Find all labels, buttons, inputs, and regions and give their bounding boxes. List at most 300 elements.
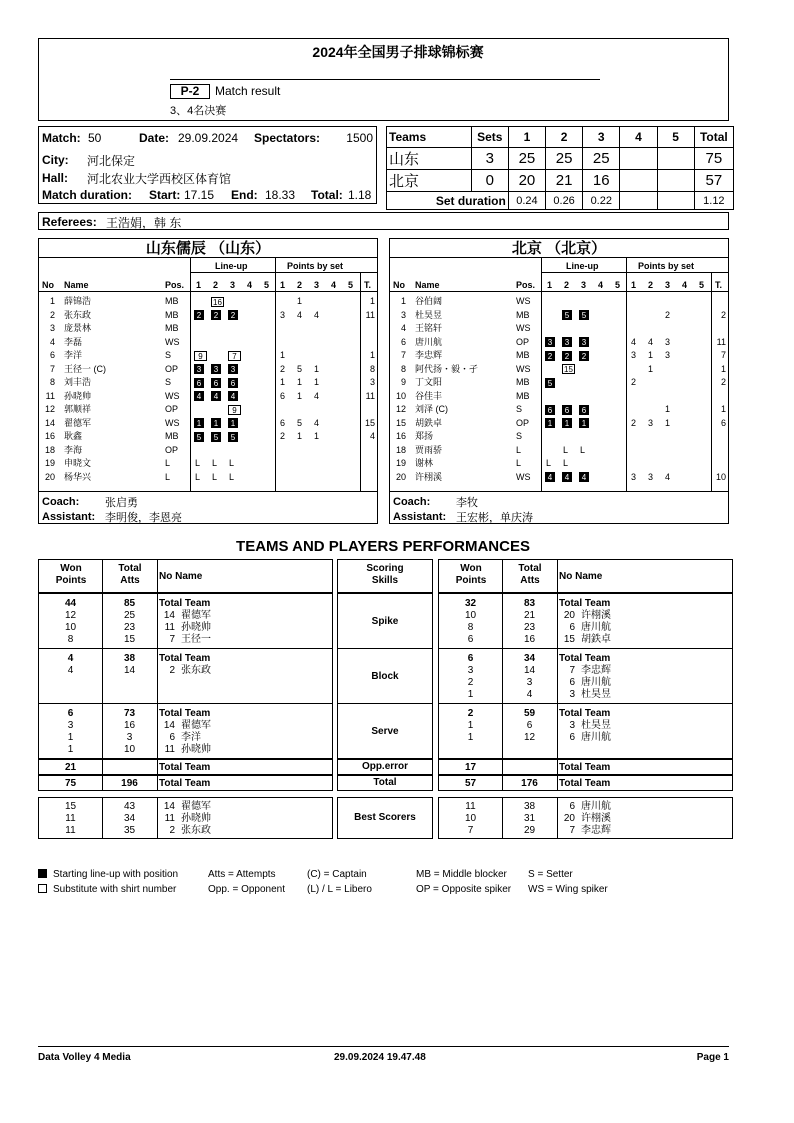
no-header: No xyxy=(393,280,405,290)
set-points: 1 xyxy=(314,377,320,387)
hall-label: Hall: xyxy=(42,171,69,185)
perf-vline xyxy=(502,560,503,592)
total-header: T. xyxy=(364,280,372,290)
won-points: 2 xyxy=(467,708,474,719)
points-set-header: 4 xyxy=(331,280,337,290)
starting-position-mark: 1 xyxy=(211,418,221,428)
score-header-cell: 1 xyxy=(508,127,545,148)
total-left xyxy=(38,775,333,791)
set-points: 2 xyxy=(280,431,286,441)
won-points: 4 xyxy=(67,665,74,676)
set-points: 1 xyxy=(314,363,320,374)
set-duration-1: 0.24 xyxy=(508,192,545,210)
total-atts: 15 xyxy=(123,634,136,645)
starting-position-mark: 4 xyxy=(228,391,238,401)
end-label: End: xyxy=(231,188,258,202)
starting-position-mark: 1 xyxy=(579,418,589,428)
perf-vline xyxy=(102,760,103,774)
player-position: S xyxy=(165,350,172,360)
perf-vline xyxy=(157,776,158,790)
score-table xyxy=(386,126,734,210)
won-points: 1 xyxy=(467,689,474,700)
total-atts: 34 xyxy=(523,653,536,664)
starting-position-mark: 5 xyxy=(211,432,221,442)
total-won-points: 57 xyxy=(464,778,477,789)
coach-name: 张启勇 xyxy=(105,497,138,509)
total-atts: 3 xyxy=(126,732,133,743)
team-name: 山东儒辰 （山东） xyxy=(145,240,271,257)
player-position: MB xyxy=(516,377,530,387)
won-points: 1 xyxy=(67,732,74,743)
set-points: 1 xyxy=(665,404,671,414)
won-points: 1 xyxy=(467,720,474,731)
player-name: 郭顺祥 xyxy=(64,404,92,414)
score-header-cell: Sets xyxy=(471,127,508,148)
score-cell: 25 xyxy=(583,148,620,170)
starting-position-mark: 2 xyxy=(228,310,238,320)
player-total: 15 xyxy=(364,417,375,428)
player-total: 7 xyxy=(720,350,726,360)
substitute-square-icon xyxy=(38,884,47,893)
player-position: L xyxy=(516,458,522,468)
referees-names: 王浩娟，韩 东 xyxy=(106,216,182,230)
score-header-cell: 3 xyxy=(583,127,620,148)
player-total: 8 xyxy=(369,363,375,374)
referees-label: Referees: xyxy=(42,215,97,229)
assistant-names: 李明俊，李恩亮 xyxy=(105,512,182,524)
player-total xyxy=(361,471,375,484)
score-cell: 57 xyxy=(694,170,733,192)
set-points: 2 xyxy=(631,417,637,428)
player-total xyxy=(361,336,375,349)
player-name: 阿代扬・毅・孑 xyxy=(415,363,479,374)
best-atts: 38 xyxy=(523,801,536,812)
score-cell xyxy=(657,148,694,170)
player-name: 张东政 xyxy=(181,665,211,676)
player-name: 唐川航 xyxy=(581,801,611,812)
player-number: 6 xyxy=(400,336,406,347)
spectators-value: 1500 xyxy=(346,131,373,145)
total-atts: 14 xyxy=(123,665,136,676)
player-number: 6 xyxy=(569,677,575,688)
opp-error-points: 21 xyxy=(64,762,77,773)
player-number: 7 xyxy=(569,665,575,676)
spectators-label: Spectators: xyxy=(254,131,321,145)
player-total: 10 xyxy=(715,471,726,482)
player-name: 许栩溪 xyxy=(581,610,611,621)
player-name: 郑扬 xyxy=(415,431,434,441)
perf-vline xyxy=(557,704,558,758)
no-name-header: No Name xyxy=(559,571,603,582)
set-points: 6 xyxy=(280,390,286,401)
score-row-home xyxy=(387,148,734,170)
starting-position-mark: 6 xyxy=(545,405,555,415)
player-name: 唐川航 xyxy=(581,677,611,688)
libero-mark: L xyxy=(195,471,201,482)
player-name: 孙晓帅 xyxy=(181,622,211,633)
total-team-label: Total Team xyxy=(559,598,611,609)
player-number: 1 xyxy=(49,296,55,306)
total-team-label: Total Team xyxy=(159,598,211,609)
set-duration-4 xyxy=(620,192,657,210)
referees-box xyxy=(38,212,729,230)
starting-position-mark: 5 xyxy=(194,432,204,442)
total-team-label: Total Team xyxy=(159,708,211,719)
player-number: 8 xyxy=(400,363,406,374)
perf-vline xyxy=(557,760,558,774)
won-points: 10 xyxy=(64,622,77,633)
player-number: 6 xyxy=(169,732,175,743)
player-name: 杨华兴 xyxy=(64,471,92,482)
roster-vline xyxy=(541,257,542,491)
scoring-skills-label: Scoring Skills xyxy=(366,563,404,586)
lineup-set-header: 4 xyxy=(247,280,253,290)
player-number: 3 xyxy=(569,689,575,700)
opp-error-points: 17 xyxy=(464,762,477,773)
player-name: 李海 xyxy=(64,444,83,455)
set-points: 3 xyxy=(648,417,654,428)
substitute-mark: 16 xyxy=(211,297,224,307)
player-number: 7 xyxy=(569,825,575,836)
score-cell: 20 xyxy=(508,170,545,192)
starting-position-mark: 4 xyxy=(211,391,221,401)
perf-vline xyxy=(102,560,103,592)
skill-label-box xyxy=(337,593,433,649)
player-number: 9 xyxy=(400,377,406,387)
perf-vline xyxy=(557,649,558,703)
player-position: S xyxy=(516,404,523,414)
won-points: 3 xyxy=(467,665,474,676)
player-name: 李磊 xyxy=(64,336,83,347)
set-points: 3 xyxy=(648,471,654,482)
set-points: 4 xyxy=(314,309,320,320)
player-name: 许栩溪 xyxy=(415,471,443,482)
player-number: 14 xyxy=(163,801,175,812)
no-name-header: No Name xyxy=(159,571,203,582)
player-name: 翟德军 xyxy=(181,801,211,812)
points-header: Points by set xyxy=(287,261,344,271)
best-scorers-label: Best Scorers xyxy=(354,812,416,823)
roster-divider-top xyxy=(39,257,377,258)
substitute-mark: 15 xyxy=(562,364,575,374)
won-points: 12 xyxy=(64,610,77,621)
set-points: 1 xyxy=(297,296,303,306)
set-points: 1 xyxy=(648,350,654,360)
player-position: L xyxy=(165,471,171,482)
total-atts: 10 xyxy=(123,744,136,755)
score-team-name: 北京 xyxy=(387,170,472,192)
total-atts-header: Total Atts xyxy=(118,563,142,586)
score-header-cell: 4 xyxy=(620,127,657,148)
player-total xyxy=(712,457,726,470)
player-position: OP xyxy=(165,444,179,455)
player-number: 3 xyxy=(400,309,406,320)
document-code: P-2 xyxy=(170,84,210,99)
perf-vline xyxy=(557,560,558,592)
player-total: 3 xyxy=(369,377,375,387)
set-points: 1 xyxy=(280,350,286,360)
player-name: 翟德军 xyxy=(181,610,211,621)
starting-position-mark: 3 xyxy=(579,337,589,347)
player-position: OP xyxy=(516,417,530,428)
player-position: MB xyxy=(165,309,179,320)
won-points: 2 xyxy=(467,677,474,688)
player-name: 李忠辉 xyxy=(415,350,443,360)
player-position: WS xyxy=(516,471,531,482)
score-cell xyxy=(657,170,694,192)
player-number: 11 xyxy=(164,744,175,755)
roster-divider-bottom xyxy=(39,491,377,492)
starting-position-mark: 3 xyxy=(562,337,572,347)
match-label: Match: xyxy=(42,131,81,145)
name-header: Name xyxy=(415,280,440,290)
score-cell xyxy=(620,148,657,170)
starting-position-mark: 4 xyxy=(579,472,589,482)
lineup-header: Line-up xyxy=(215,261,248,271)
perf-vline xyxy=(157,760,158,774)
lineup-set-header: 5 xyxy=(615,280,621,290)
player-name: 王铭轩 xyxy=(415,323,443,333)
lineup-set-header: 1 xyxy=(196,280,202,290)
skill-box-left xyxy=(38,593,333,649)
skill-box-right xyxy=(438,593,733,649)
won-points: 4 xyxy=(67,653,74,664)
player-position: WS xyxy=(165,390,180,401)
points-set-header: 3 xyxy=(314,280,320,290)
player-name: 李忠辉 xyxy=(581,665,611,676)
won-points: 3 xyxy=(67,720,74,731)
best-won-points: 11 xyxy=(65,813,76,824)
total-team-label: Total Team xyxy=(159,653,211,664)
skill-name: Spike xyxy=(371,616,399,627)
legend-opp: Opp. = Opponent xyxy=(208,884,286,895)
starting-position-mark: 4 xyxy=(562,472,572,482)
starting-position-mark: 5 xyxy=(545,378,555,388)
player-name: 杜昊昱 xyxy=(415,309,443,320)
libero-mark: L xyxy=(195,458,201,468)
libero-mark: L xyxy=(546,458,552,468)
starting-position-mark: 3 xyxy=(228,364,238,374)
player-number: 20 xyxy=(395,471,406,482)
footer-software: Data Volley 4 Media xyxy=(38,1052,131,1063)
assistant-label: Assistant: xyxy=(42,511,96,523)
score-cell: 25 xyxy=(546,148,583,170)
libero-mark: L xyxy=(580,444,586,455)
player-number: 20 xyxy=(563,610,575,621)
player-total: 2 xyxy=(720,309,726,320)
player-position: MB xyxy=(516,309,530,320)
lineup-set-header: 3 xyxy=(230,280,236,290)
player-total xyxy=(712,295,726,308)
set-duration-row xyxy=(387,192,734,210)
hall-value: 河北农业大学西校区体育馆 xyxy=(87,172,232,186)
total-team-label: Total Team xyxy=(159,762,211,773)
best-atts: 35 xyxy=(123,825,136,836)
player-number: 3 xyxy=(49,323,55,333)
total-team-label: Total Team xyxy=(159,778,211,789)
points-set-header: 2 xyxy=(648,280,654,290)
player-total xyxy=(361,322,375,335)
set-points: 4 xyxy=(297,309,303,320)
coach-label: Coach: xyxy=(42,496,80,508)
score-cell: 21 xyxy=(546,170,583,192)
starting-position-mark: 6 xyxy=(228,378,238,388)
lineup-set-header: 3 xyxy=(581,280,587,290)
player-number: 20 xyxy=(44,471,55,482)
total-header: T. xyxy=(715,280,723,290)
lineup-set-header: 5 xyxy=(264,280,270,290)
score-header-row xyxy=(387,127,734,148)
points-set-header: 3 xyxy=(665,280,671,290)
player-name: 孙晓帅 xyxy=(181,744,211,755)
libero-mark: L xyxy=(229,458,235,468)
total-atts: 3 xyxy=(526,677,533,688)
player-name: 胡鉄卓 xyxy=(415,417,443,428)
player-name: 谢林 xyxy=(415,458,434,468)
perf-vline xyxy=(157,560,158,592)
points-set-header: 5 xyxy=(699,280,705,290)
set-points: 3 xyxy=(631,350,637,360)
set-points: 2 xyxy=(665,309,671,320)
score-cell: 25 xyxy=(508,148,545,170)
substitute-mark: 9 xyxy=(194,351,207,361)
player-total: 11 xyxy=(716,336,726,347)
skill-name: Serve xyxy=(371,726,399,737)
player-position: MB xyxy=(165,296,179,306)
set-duration-3: 0.22 xyxy=(583,192,620,210)
player-position: L xyxy=(516,444,522,455)
player-name: 刘丰浩 xyxy=(64,377,92,387)
set-points: 3 xyxy=(631,471,637,482)
player-number: 12 xyxy=(395,404,406,414)
start-label: Start: xyxy=(149,188,181,202)
perf-vline xyxy=(502,760,503,774)
player-position: MB xyxy=(165,431,179,441)
lineup-set-header: 2 xyxy=(213,280,219,290)
no-header: No xyxy=(42,280,54,290)
won-points: 8 xyxy=(467,622,474,633)
player-position: MB xyxy=(516,390,530,401)
team-name: 北京 （北京） xyxy=(511,240,607,257)
total-team-label: Total Team xyxy=(559,653,611,664)
skill-box-left xyxy=(38,703,333,759)
roster-divider-bottom xyxy=(390,491,728,492)
roster-vline xyxy=(275,257,276,491)
set-duration-2: 0.26 xyxy=(546,192,583,210)
total-atts: 38 xyxy=(123,653,136,664)
skill-label-box xyxy=(337,648,433,704)
player-name: 耿鑫 xyxy=(64,431,83,441)
city-value: 河北保定 xyxy=(87,154,136,168)
libero-mark: L xyxy=(563,458,569,468)
set-points: 1 xyxy=(665,417,671,428)
player-number: 7 xyxy=(169,634,175,645)
opp-error-left xyxy=(38,759,333,775)
player-name: 谷伯阔 xyxy=(415,296,443,306)
player-position: WS xyxy=(165,336,180,347)
player-name: 申晓文 xyxy=(64,458,92,468)
player-name: 杜昊昱 xyxy=(581,720,611,731)
lineup-header: Line-up xyxy=(566,261,599,271)
lineup-set-header: 4 xyxy=(598,280,604,290)
set-points: 4 xyxy=(665,471,671,482)
starting-position-mark: 5 xyxy=(228,432,238,442)
player-number: 2 xyxy=(169,825,175,836)
starting-position-mark: 4 xyxy=(545,472,555,482)
player-position: WS xyxy=(516,296,531,306)
starting-position-mark: 5 xyxy=(579,310,589,320)
set-points: 5 xyxy=(297,363,303,374)
starting-position-mark: 2 xyxy=(579,351,589,361)
total-atts: 16 xyxy=(523,634,536,645)
footer-divider xyxy=(38,1046,729,1047)
player-position: MB xyxy=(516,350,530,360)
score-header-cell: Total xyxy=(694,127,733,148)
set-points: 3 xyxy=(280,309,286,320)
won-points: 6 xyxy=(67,708,74,719)
points-set-header: 2 xyxy=(297,280,303,290)
set-points: 1 xyxy=(297,431,303,441)
match-date: 29.09.2024 xyxy=(178,131,239,145)
name-header: Name xyxy=(64,280,89,290)
perf-vline xyxy=(557,776,558,790)
player-total: 1 xyxy=(369,296,375,306)
roster-away xyxy=(389,238,729,524)
player-number: 6 xyxy=(49,350,55,360)
legend-mb: MB = Middle blocker xyxy=(416,869,507,880)
player-number: 15 xyxy=(395,417,406,428)
perf-header-away xyxy=(438,559,733,593)
starting-position-mark: 1 xyxy=(228,418,238,428)
player-name: 李洋 xyxy=(181,732,201,743)
roster-divider-header xyxy=(390,291,728,292)
player-number: 1 xyxy=(400,296,406,306)
player-number: 7 xyxy=(49,363,55,374)
player-position: OP xyxy=(165,404,179,414)
player-name: 薛锦浩 xyxy=(64,296,92,306)
pos-header: Pos. xyxy=(165,280,185,290)
substitute-mark: 9 xyxy=(228,405,241,415)
city-label: City: xyxy=(42,153,69,167)
set-points: 5 xyxy=(297,417,303,428)
perf-vline xyxy=(557,798,558,838)
player-position: MB xyxy=(165,323,179,333)
player-name: 唐川航 xyxy=(581,732,611,743)
player-number: 14 xyxy=(44,417,55,428)
won-points: 6 xyxy=(467,634,474,645)
starting-position-mark: 4 xyxy=(194,391,204,401)
score-team-name: 山东 xyxy=(387,148,472,170)
player-total: 1 xyxy=(720,404,726,414)
total-atts: 25 xyxy=(123,610,136,621)
player-name: 孙晓帅 xyxy=(181,813,211,824)
total-atts-header: Total Atts xyxy=(518,563,542,586)
set-points: 1 xyxy=(314,431,320,441)
player-name: 张东政 xyxy=(64,309,92,320)
starting-position-mark: 3 xyxy=(194,364,204,374)
scoring-skills-header xyxy=(337,559,433,593)
set-points: 1 xyxy=(297,377,303,387)
best-won-points: 10 xyxy=(464,813,477,824)
player-number: 4 xyxy=(400,323,406,333)
footer-page: Page 1 xyxy=(696,1052,729,1063)
starting-square-icon xyxy=(38,869,47,878)
player-total: 6 xyxy=(720,417,726,428)
player-number: 15 xyxy=(563,634,575,645)
duration-label: Match duration: xyxy=(42,188,132,202)
player-number: 19 xyxy=(395,458,406,468)
total-won-points: 75 xyxy=(64,778,77,789)
